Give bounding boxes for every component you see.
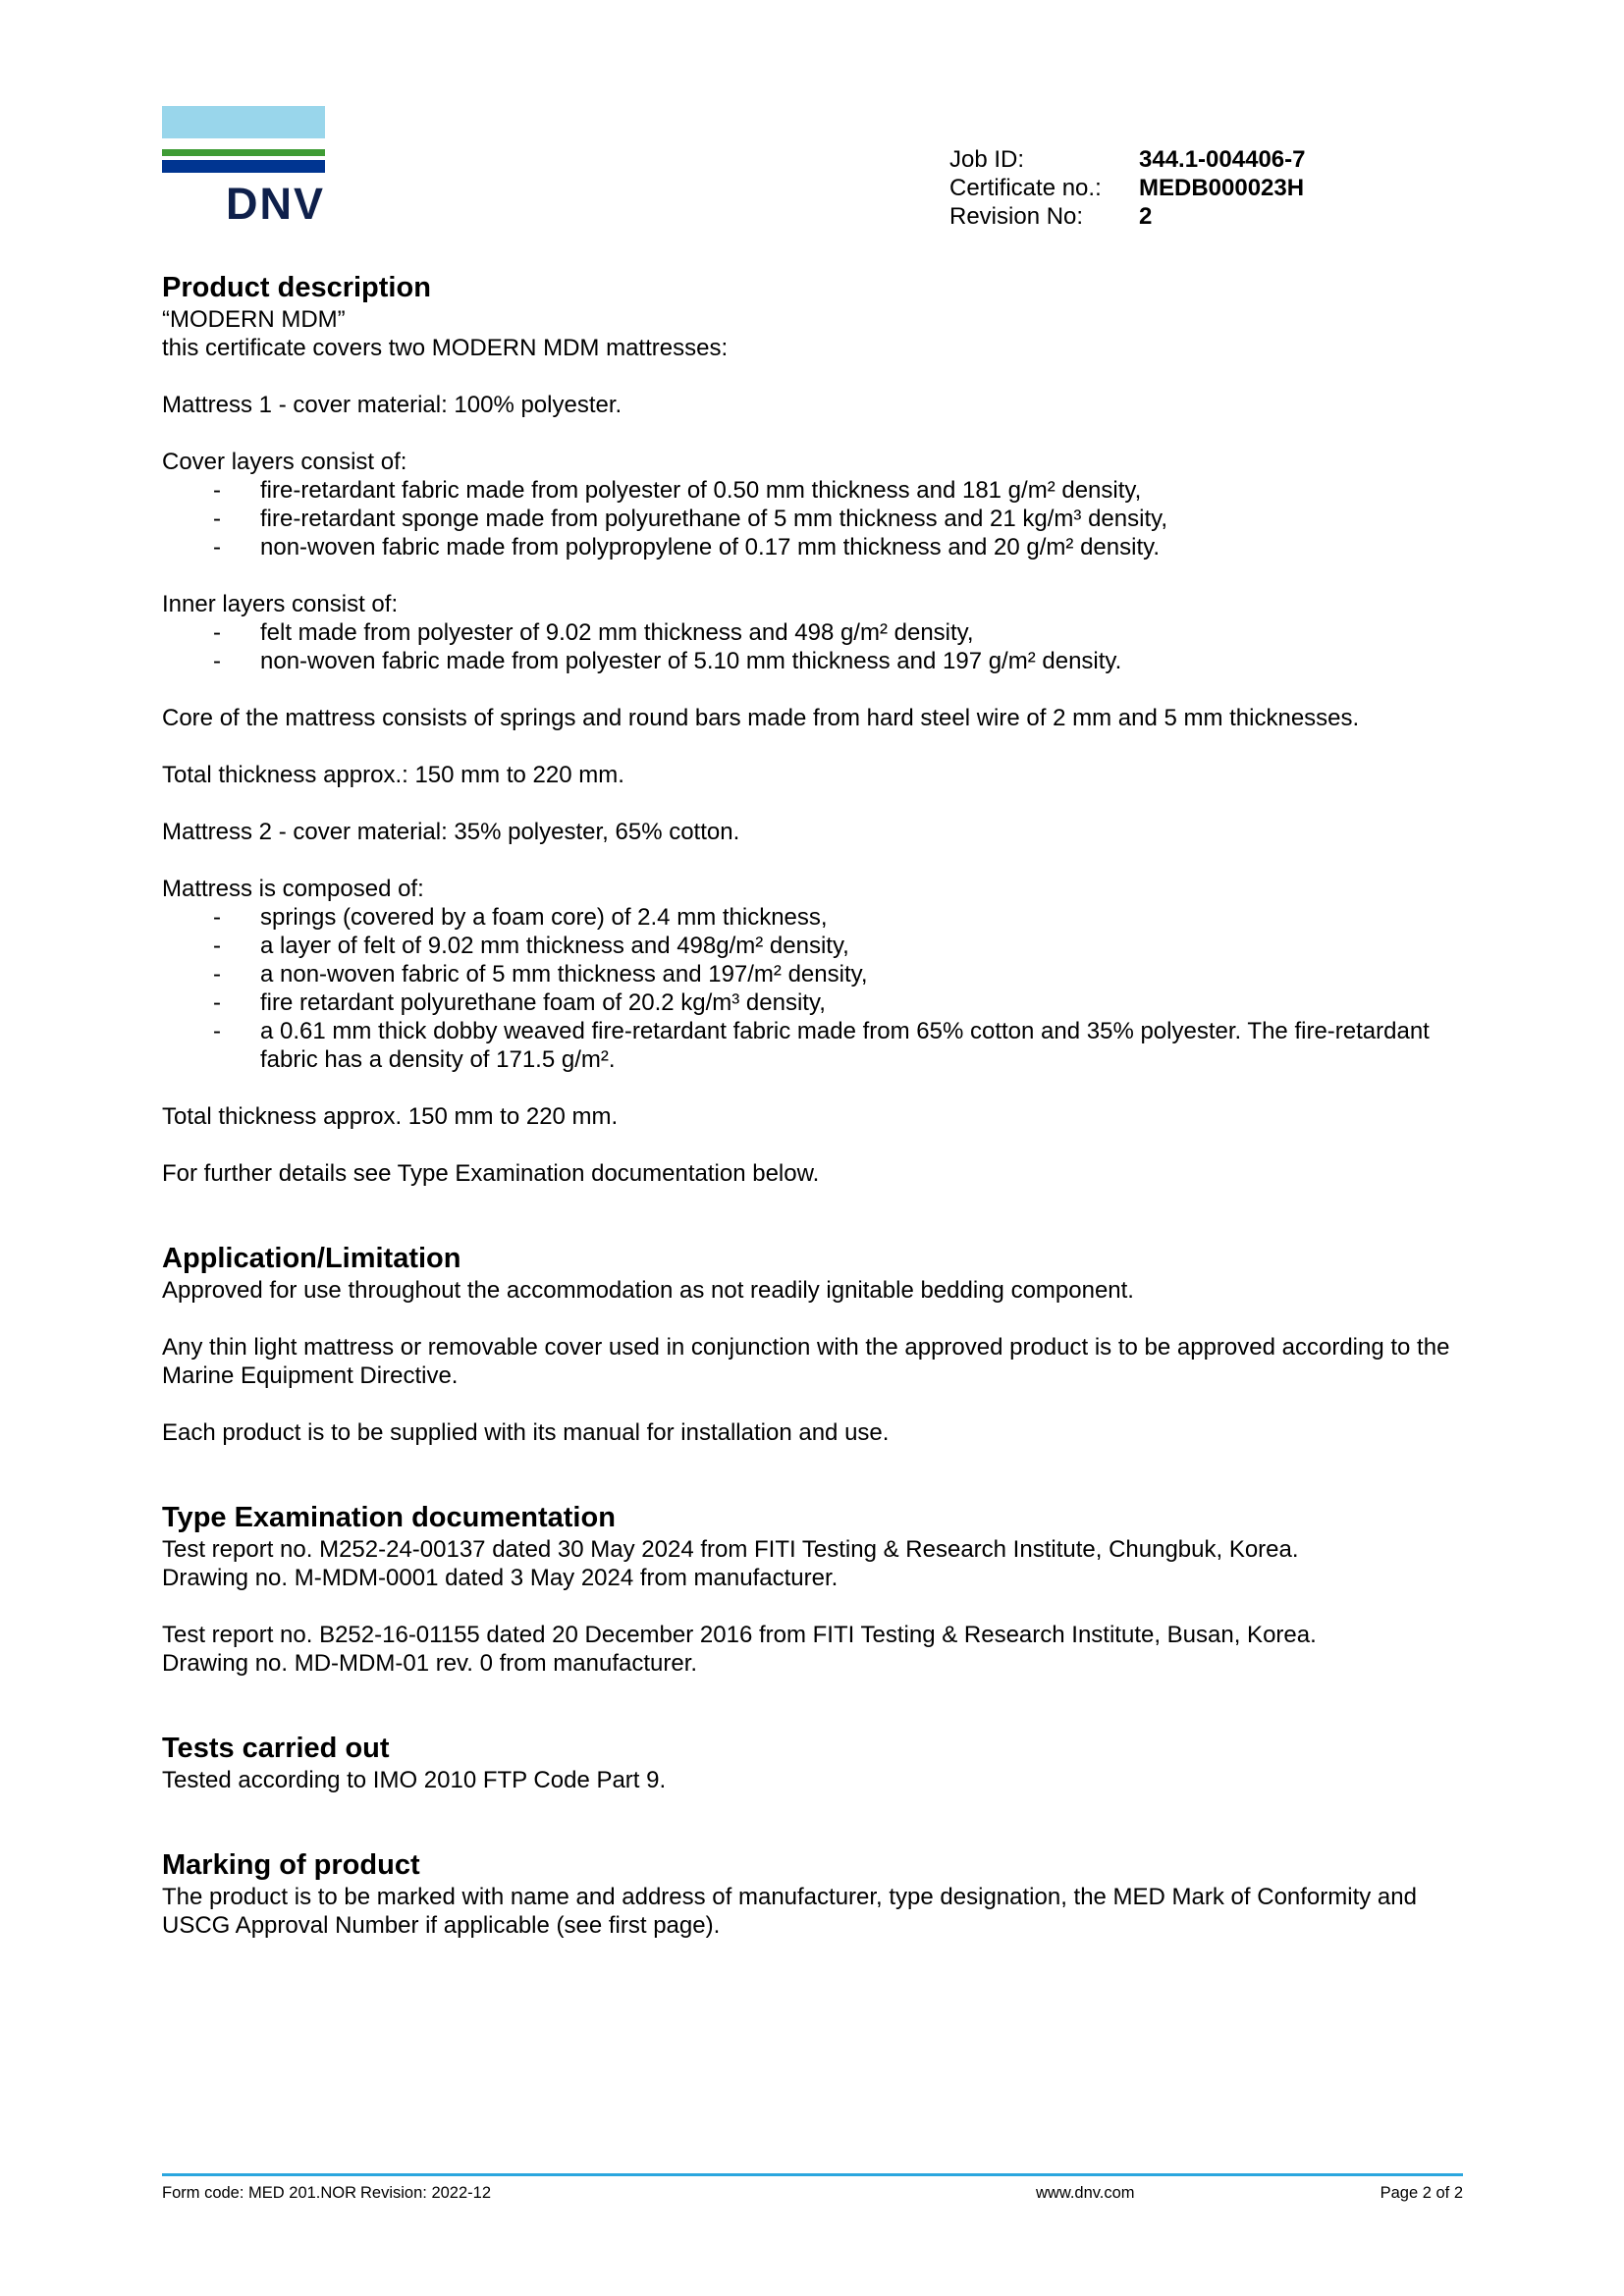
list-item — [162, 476, 1462, 505]
certificate-no-value: MEDB000023H — [1139, 175, 1305, 201]
application-paragraph-3: Each product is to be supplied with its manual for installation and use. — [162, 1419, 890, 1446]
drawing-2: Drawing no. MD-MDM-01 rev. 0 from manufacturer. — [162, 1650, 698, 1677]
meta-row-certificate-no — [949, 174, 1305, 202]
list-item — [162, 932, 1462, 960]
composition-5: a 0.61 mm thick dobby weaved fire-retardant fabric made from 65% cotton and 35% polyester. The fire-retardant fabric has a density of 171.5 g/m². — [260, 1018, 1430, 1073]
dnv-logo-wordmark: DNV — [225, 179, 325, 229]
cover-layer-2: fire-retardant sponge made from polyurethane of 5 mm thickness and 21 kg/m³ density, — [260, 506, 1168, 532]
certificate-no-label: Certificate no.: — [949, 175, 1102, 201]
section-heading-application-limitation: Application/Limitation — [162, 1243, 461, 1274]
list-item — [162, 647, 1462, 675]
dnv-logo — [162, 106, 325, 229]
bullet-marker: - — [213, 904, 221, 931]
inner-layer-1: felt made from polyester of 9.02 mm thickness and 498 g/m² density, — [260, 619, 974, 646]
test-report-1: Test report no. M252-24-00137 dated 30 May 2024 from FITI Testing & Research Institute, Chungbuk, Korea. — [162, 1536, 1299, 1563]
list-item — [162, 903, 1462, 932]
product-name: “MODERN MDM” — [162, 306, 346, 333]
composition-label: Mattress is composed of: — [162, 876, 424, 902]
further-details: For further details see Type Examination documentation below. — [162, 1160, 820, 1187]
bullet-marker: - — [213, 961, 221, 988]
list-item — [162, 505, 1462, 533]
bullet-marker: - — [213, 933, 221, 959]
cover-layers-label: Cover layers consist of: — [162, 449, 407, 475]
meta-row-revision-no — [949, 202, 1305, 231]
list-item — [162, 988, 1462, 1017]
mattress2-cover-material: Mattress 2 - cover material: 35% polyester, 65% cotton. — [162, 819, 740, 845]
job-id-value: 344.1-004406-7 — [1139, 146, 1306, 173]
section-heading-type-examination: Type Examination documentation — [162, 1502, 616, 1533]
meta-row-job-id — [949, 145, 1305, 174]
certificate-scope: this certificate covers two MODERN MDM mattresses: — [162, 335, 729, 361]
total-thickness-1: Total thickness approx.: 150 mm to 220 mm. — [162, 762, 624, 788]
list-item — [162, 960, 1462, 988]
inner-layers-label: Inner layers consist of: — [162, 591, 399, 617]
job-id-label: Job ID: — [949, 146, 1025, 173]
composition-4: fire retardant polyurethane foam of 20.2 kg/m³ density, — [260, 989, 826, 1016]
list-item — [162, 1017, 1462, 1074]
page-footer — [162, 2173, 1463, 2216]
document-body — [162, 270, 1462, 1940]
footer-revision: Revision: 2022-12 — [360, 2184, 491, 2202]
bullet-marker: - — [213, 1018, 221, 1044]
section-heading-tests-carried-out: Tests carried out — [162, 1733, 390, 1764]
core-description: Core of the mattress consists of springs and round bars made from hard steel wire of 2 mm and 5 mm thicknesses. — [162, 705, 1360, 731]
footer-form-code: Form code: MED 201.NOR — [162, 2184, 357, 2202]
test-report-2: Test report no. B252-16-01155 dated 20 December 2016 from FITI Testing & Research Institute, Busan, Korea. — [162, 1622, 1317, 1648]
application-paragraph-1: Approved for use throughout the accommodation as not readily ignitable bedding component. — [162, 1277, 1134, 1304]
dnv-logo-sea-bar — [162, 160, 325, 173]
tests-carried-out-body: Tested according to IMO 2010 FTP Code Part 9. — [162, 1767, 667, 1793]
inner-layer-2: non-woven fabric made from polyester of 5.10 mm thickness and 197 g/m² density. — [260, 648, 1122, 674]
cover-layer-1: fire-retardant fabric made from polyester of 0.50 mm thickness and 181 g/m² density, — [260, 477, 1142, 504]
footer-website: www.dnv.com — [1036, 2184, 1135, 2202]
bullet-marker: - — [213, 477, 221, 504]
mattress1-cover-material: Mattress 1 - cover material: 100% polyester. — [162, 392, 623, 418]
composition-1: springs (covered by a foam core) of 2.4 mm thickness, — [260, 904, 828, 931]
bullet-marker: - — [213, 534, 221, 561]
bullet-marker: - — [213, 648, 221, 674]
list-item — [162, 533, 1462, 561]
dnv-logo-sky-bar — [162, 106, 325, 138]
bullet-marker: - — [213, 989, 221, 1016]
cover-layer-3: non-woven fabric made from polypropylene of 0.17 mm thickness and 20 g/m² density. — [260, 534, 1161, 561]
section-heading-marking-of-product: Marking of product — [162, 1849, 420, 1881]
drawing-1: Drawing no. M-MDM-0001 dated 3 May 2024 from manufacturer. — [162, 1565, 839, 1591]
marking-of-product-body: The product is to be marked with name and address of manufacturer, type designation, the MED Mark of Conformity and USCG Approval Number if applicable (see first page). — [162, 1884, 1417, 1939]
revision-no-label: Revision No: — [949, 203, 1084, 230]
list-item — [162, 618, 1462, 647]
bullet-marker: - — [213, 506, 221, 532]
revision-no-value: 2 — [1139, 203, 1153, 230]
application-paragraph-2: Any thin light mattress or removable cover used in conjunction with the approved product is to be approved according to the Marine Equipment Directive. — [162, 1334, 1450, 1389]
dnv-logo-green-bar — [162, 149, 325, 156]
composition-3: a non-woven fabric of 5 mm thickness and 197/m² density, — [260, 961, 868, 988]
bullet-marker: - — [213, 619, 221, 646]
section-heading-product-description: Product description — [162, 272, 431, 303]
total-thickness-2: Total thickness approx. 150 mm to 220 mm. — [162, 1103, 619, 1130]
composition-2: a layer of felt of 9.02 mm thickness and 498g/m² density, — [260, 933, 849, 959]
document-meta — [949, 145, 1305, 231]
footer-page-number: Page 2 of 2 — [1380, 2184, 1463, 2202]
